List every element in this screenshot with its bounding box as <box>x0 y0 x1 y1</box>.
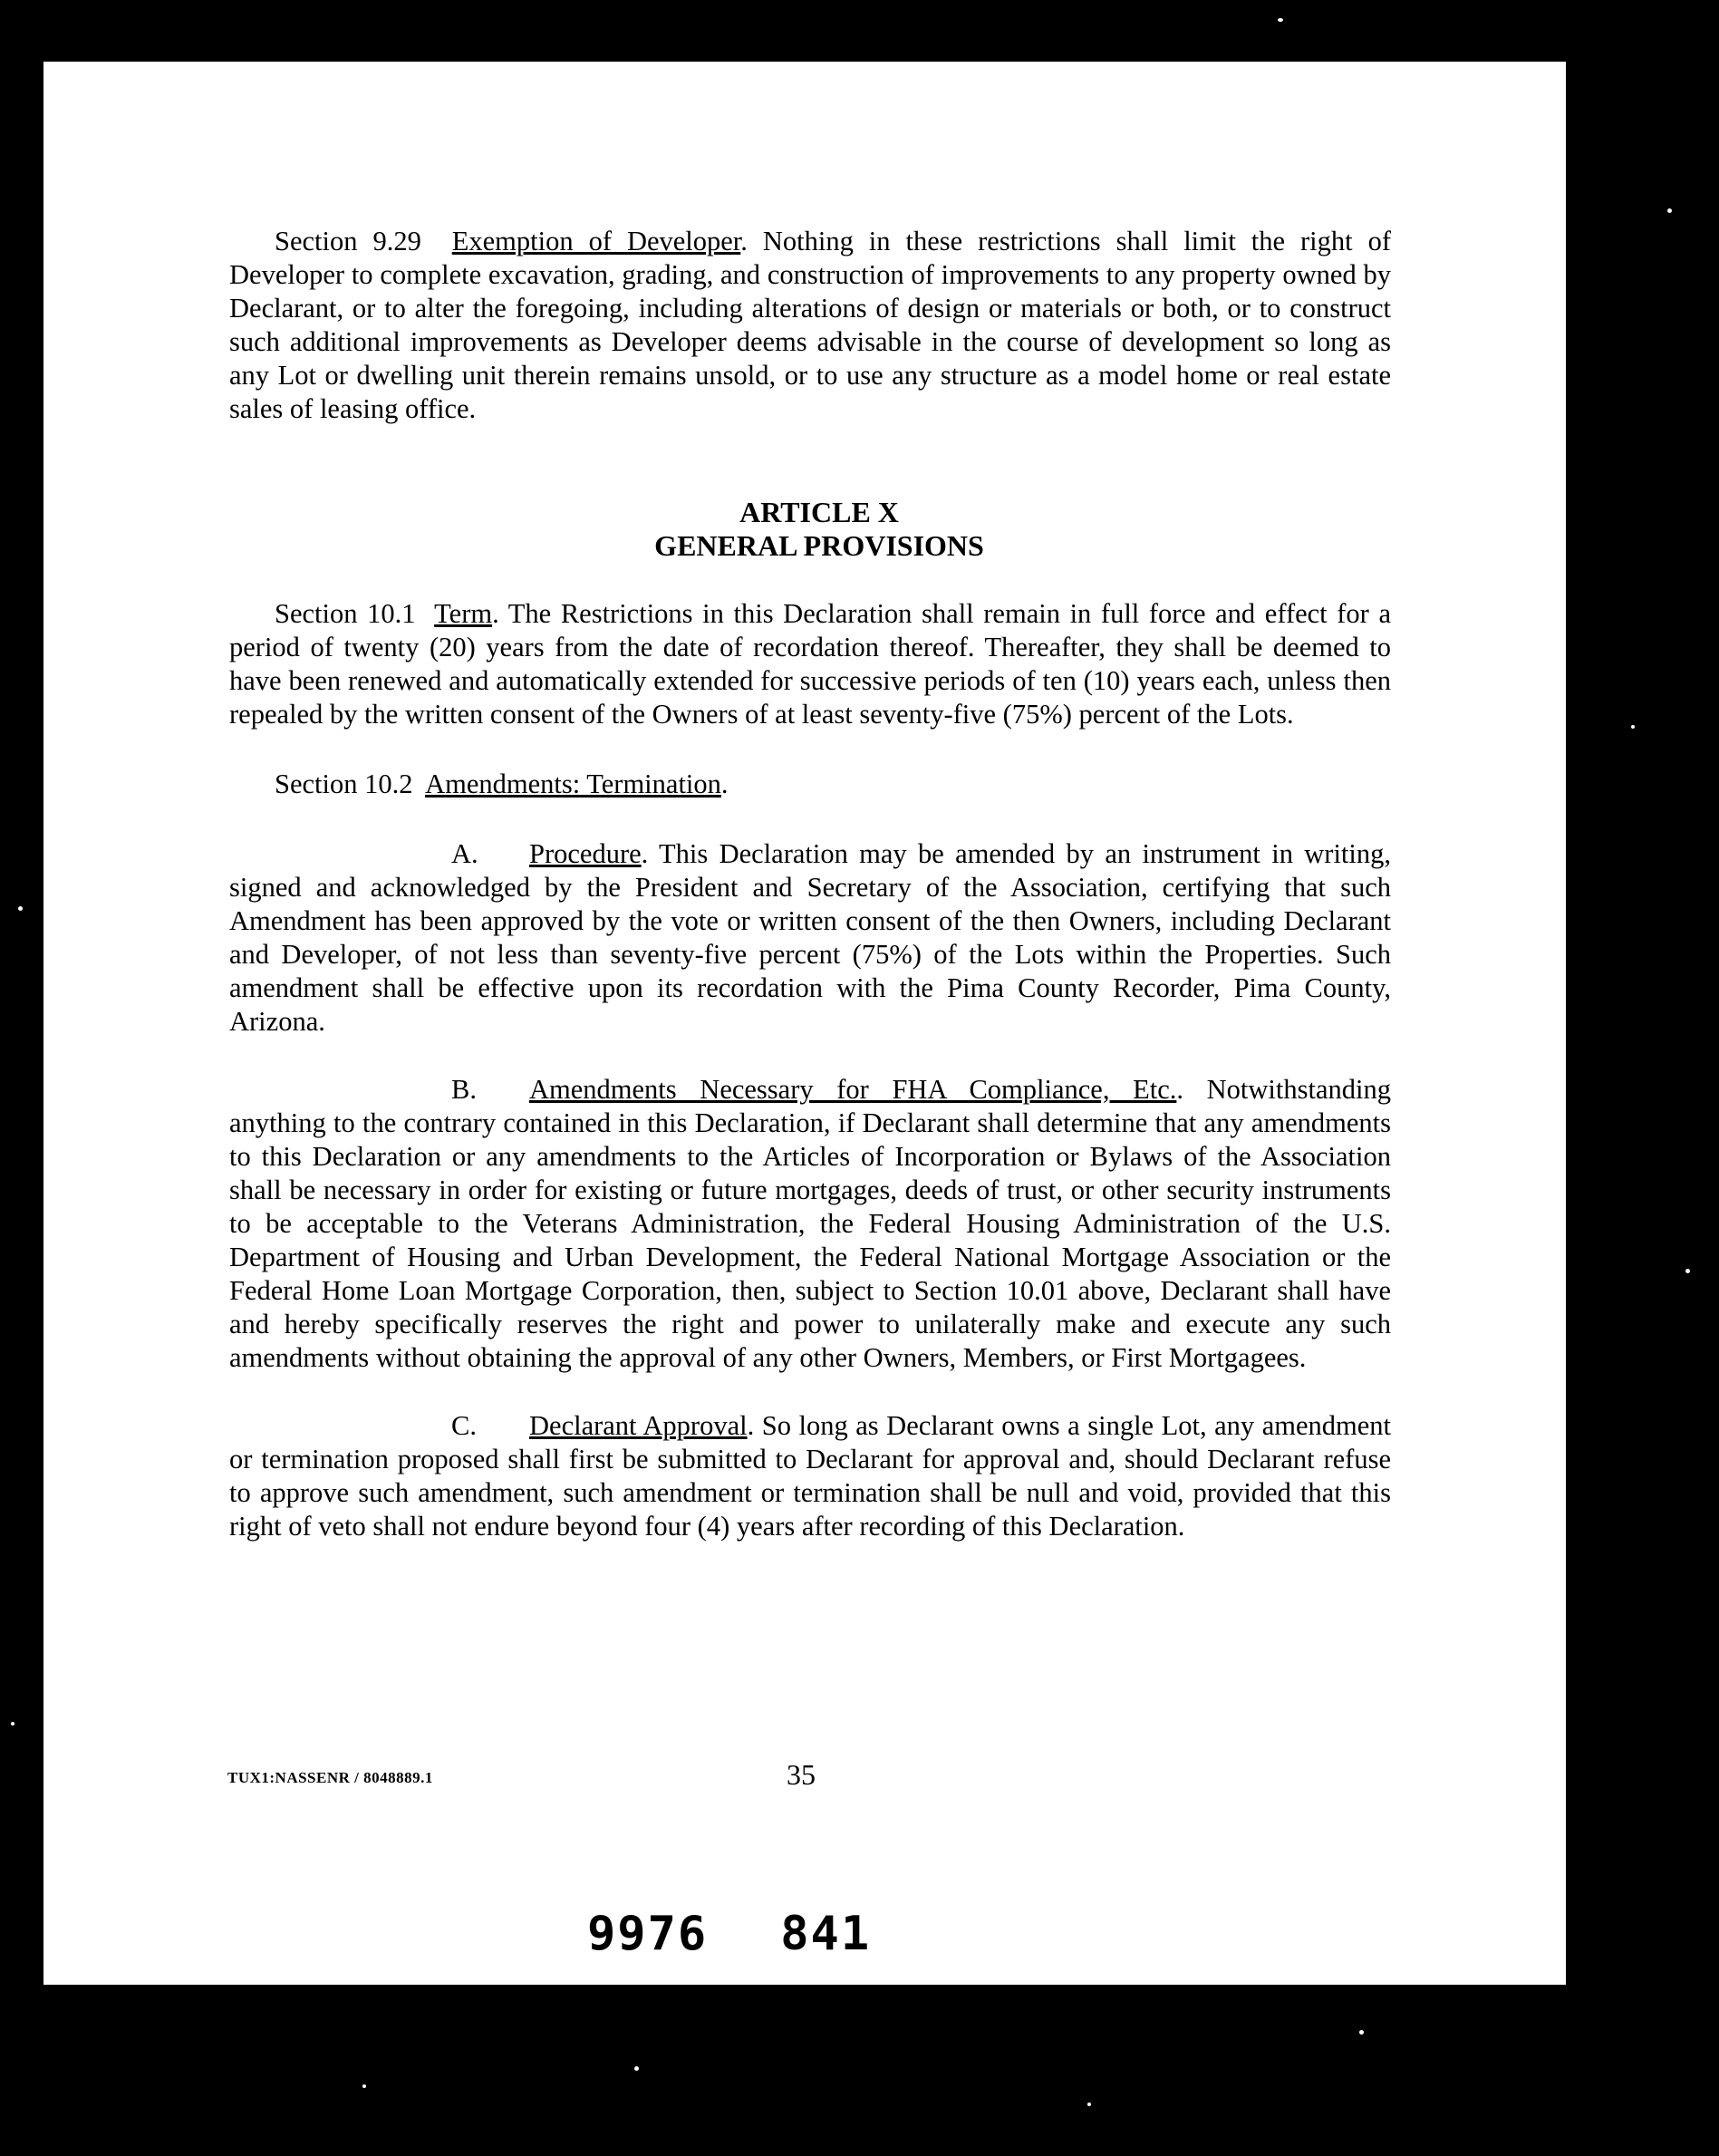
scan-speck <box>1087 2103 1091 2106</box>
section-number: Section 10.1 <box>275 598 416 629</box>
section-title: Term <box>434 598 493 629</box>
article-title: GENERAL PROVISIONS <box>654 529 984 562</box>
docket-number: 9976 <box>587 1907 709 1961</box>
subsection-title: Declarant Approval <box>529 1410 748 1441</box>
page-body <box>229 225 1391 1543</box>
stamp-page-number: 841 <box>780 1907 872 1961</box>
section-title: Exemption of Developer <box>451 226 741 256</box>
scanned-page <box>43 62 1566 1985</box>
recording-stamp <box>587 1907 871 1961</box>
subsection-body: . This Declaration may be amended by an instrument in writing, signed and acknowledged by the President and Secretary of the Association, certifying that such Amendment has been approved by the vote or written consent of the then Owners, including Declarant and Developer, of not less than seventy-five percent (75%) of the Lots within the Properties. Such amendment shall be effective upon its recordation with the Pima County Recorder, Pima County, Arizona. <box>229 838 1391 1037</box>
scan-speck <box>362 2084 366 2088</box>
section-body: . The Restrictions in this Declaration shall remain in full force and effect for a period of twenty (20) years from the date of recordation thereof. Thereafter, they shall be deemed to have been renewed and automatically extended for successive periods of ten (10) years each, unless then repealed by the written consent of the Owners of at least seventy-five (75%) percent of the Lots. <box>229 598 1391 730</box>
scan-speck <box>634 2066 639 2071</box>
spacer <box>229 1039 1391 1073</box>
section-end: . <box>720 769 729 799</box>
scan-speck <box>1685 1269 1690 1273</box>
scan-speck <box>1359 2030 1364 2035</box>
section-title: Amendments: Termination <box>425 769 721 799</box>
subsection-title: Procedure <box>529 838 642 869</box>
subsection-a <box>229 837 1391 1039</box>
scan-speck <box>1278 18 1283 22</box>
section-body: . Nothing in these restrictions shall limit the right of Developer to complete excavation, grading, and construction of improvements to any property owned by Declarant, or to alter the foregoing, including alterations of design or materials or both, or to construct such additional improvements as Developer deems advisable in the course of development so long as any Lot or dwelling unit therein remains unsold, or to use any structure as a model home or real estate sales of leasing office. <box>229 226 1391 424</box>
document-id: TUX1:NASSENR / 8048889.1 <box>227 1769 433 1786</box>
subsection-title: Amendments Necessary for FHA Compliance, Etc. <box>529 1074 1177 1105</box>
subsection-b <box>229 1073 1391 1375</box>
subsection-label: C. <box>451 1410 477 1441</box>
spacer <box>229 801 1391 837</box>
scan-speck <box>1631 725 1635 729</box>
page-number: 35 <box>787 1758 816 1791</box>
subsection-label: A. <box>451 838 478 869</box>
scan-speck <box>1667 208 1672 213</box>
scan-speck <box>11 1722 14 1726</box>
spacer <box>229 1375 1391 1409</box>
section-number: Section 10.2 <box>275 769 413 799</box>
subsection-label: B. <box>451 1074 477 1105</box>
article-number: ARTICLE X <box>739 496 899 528</box>
subsection-body: . So long as Declarant owns a single Lot, any amendment or termination proposed shall first be submitted to Declarant for approval and, should Declarant refuse to approve such amendment, such amendment or termination shall be null and void, provided that this right of veto shall not endure beyond four (4) years after recording of this Declaration. <box>229 1410 1391 1542</box>
section-number: Section 9.29 <box>275 226 421 256</box>
scan-speck <box>18 906 23 911</box>
section-10-1 <box>229 597 1391 731</box>
subsection-c <box>229 1409 1391 1543</box>
section-9-29 <box>229 225 1391 426</box>
subsection-body: . Notwithstanding anything to the contrary contained in this Declaration, if Declarant shall determine that any amendments to this Declaration or any amendments to the Articles of Incorporation or Bylaws of the Association shall be necessary in order for existing or future mortgages, deeds of trust, or other security instruments to be acceptable to the Veterans Administration, the Federal Housing Administration of the U.S. Department of Housing and Urban Development, the Federal National Mortgage Association or the Federal Home Loan Mortgage Corporation, then, subject to Section 10.01 above, Declarant shall have and hereby specifically reserves the right and power to unilaterally make and execute any such amendments without obtaining the approval of any other Owners, Members, or First Mortgagees. <box>229 1074 1391 1373</box>
article-heading <box>229 496 1391 563</box>
section-10-2 <box>229 768 1391 801</box>
spacer <box>229 731 1391 768</box>
